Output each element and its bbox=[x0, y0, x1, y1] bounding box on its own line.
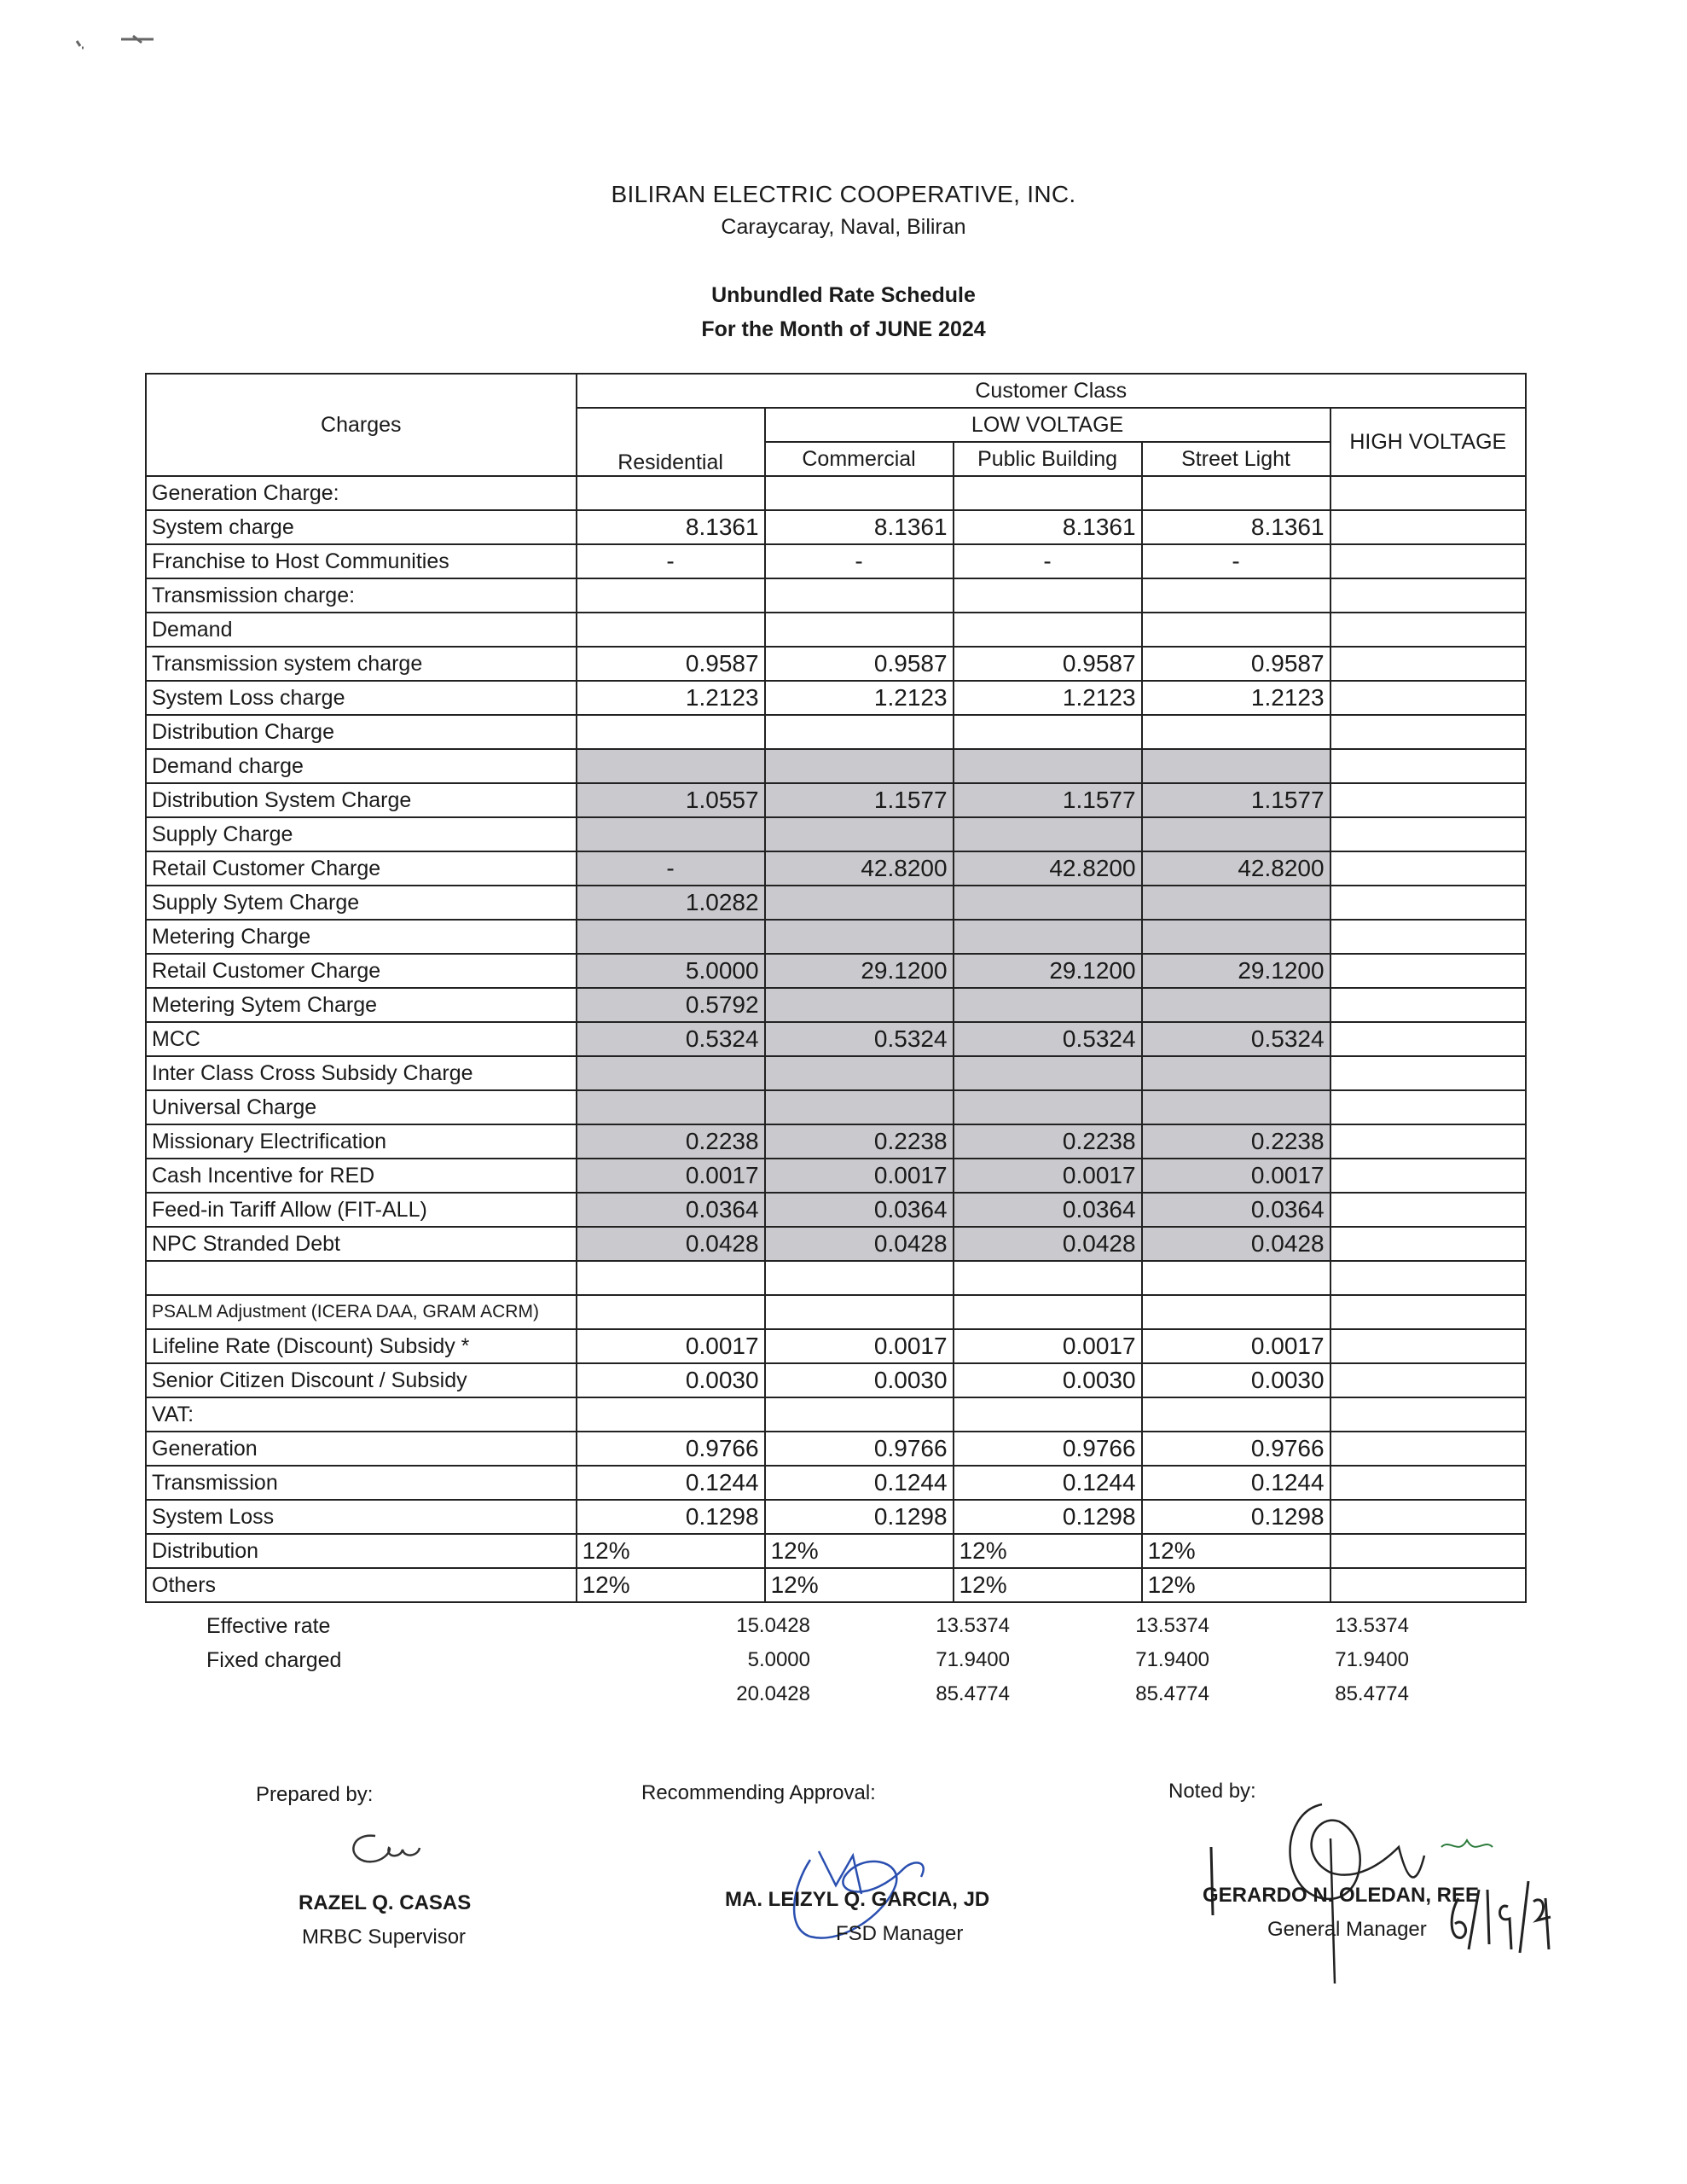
rate-cell bbox=[954, 988, 1142, 1022]
rate-cell: 0.0017 bbox=[577, 1329, 765, 1363]
row-label: Metering Sytem Charge bbox=[146, 988, 577, 1022]
high-voltage-cell bbox=[1330, 749, 1526, 783]
high-voltage-cell bbox=[1330, 1363, 1526, 1397]
rate-cell: 0.0428 bbox=[765, 1227, 954, 1261]
rate-cell: 0.9766 bbox=[577, 1432, 765, 1466]
rate-cell: 0.5324 bbox=[765, 1022, 954, 1056]
rate-cell bbox=[577, 715, 765, 749]
rate-cell: 0.0428 bbox=[1142, 1227, 1330, 1261]
rate-cell: 5.0000 bbox=[577, 954, 765, 988]
high-voltage-cell bbox=[1330, 988, 1526, 1022]
totals-value: 13.5374 bbox=[936, 1614, 1010, 1637]
table-row bbox=[146, 681, 1526, 715]
rate-cell bbox=[1142, 1056, 1330, 1090]
table-row bbox=[146, 578, 1526, 613]
row-label: Missionary Electrification bbox=[146, 1124, 577, 1159]
rate-cell: 29.1200 bbox=[1142, 954, 1330, 988]
table-row bbox=[146, 1227, 1526, 1261]
high-voltage-cell bbox=[1330, 1432, 1526, 1466]
rate-cell: 12% bbox=[577, 1568, 765, 1602]
totals-label: Effective rate bbox=[206, 1613, 331, 1638]
rate-cell: 0.9766 bbox=[765, 1432, 954, 1466]
rate-cell: 0.1244 bbox=[577, 1466, 765, 1500]
row-label: Lifeline Rate (Discount) Subsidy * bbox=[146, 1329, 577, 1363]
rate-cell: 0.0030 bbox=[577, 1363, 765, 1397]
rate-cell: 42.8200 bbox=[1142, 851, 1330, 886]
row-label: Metering Charge bbox=[146, 920, 577, 954]
rate-cell: 12% bbox=[954, 1568, 1142, 1602]
totals-row bbox=[145, 1643, 1423, 1677]
rate-cell: 1.1577 bbox=[765, 783, 954, 817]
high-voltage-cell bbox=[1330, 1227, 1526, 1261]
table-row bbox=[146, 1397, 1526, 1432]
table-row bbox=[146, 886, 1526, 920]
rate-cell bbox=[765, 988, 954, 1022]
prepared-by-name: RAZEL Q. CASAS bbox=[299, 1891, 472, 1914]
rate-cell: 12% bbox=[765, 1568, 954, 1602]
totals-row bbox=[145, 1677, 1423, 1711]
table-row bbox=[146, 1568, 1526, 1602]
row-label bbox=[146, 1261, 577, 1295]
rate-cell: 0.0017 bbox=[954, 1329, 1142, 1363]
row-label: Retail Customer Charge bbox=[146, 851, 577, 886]
rate-cell bbox=[1142, 886, 1330, 920]
high-voltage-cell bbox=[1330, 476, 1526, 510]
totals-value: 13.5374 bbox=[1135, 1614, 1209, 1637]
rate-cell bbox=[1142, 988, 1330, 1022]
table-row bbox=[146, 476, 1526, 510]
totals-value: 20.0428 bbox=[736, 1682, 810, 1705]
rate-cell: 1.0282 bbox=[577, 886, 765, 920]
rate-cell bbox=[765, 920, 954, 954]
row-label: Supply Charge bbox=[146, 817, 577, 851]
totals-value: 15.0428 bbox=[736, 1614, 810, 1637]
high-voltage-cell bbox=[1330, 681, 1526, 715]
rate-cell: 8.1361 bbox=[577, 510, 765, 544]
rate-cell: 1.1577 bbox=[1142, 783, 1330, 817]
row-label: Feed-in Tariff Allow (FIT-ALL) bbox=[146, 1193, 577, 1227]
high-voltage-cell bbox=[1330, 1397, 1526, 1432]
high-voltage-cell bbox=[1330, 920, 1526, 954]
column-header-residential: Residential bbox=[577, 408, 765, 476]
totals-value: 71.9400 bbox=[1135, 1648, 1209, 1671]
rate-cell bbox=[1142, 715, 1330, 749]
rate-cell: 0.0017 bbox=[1142, 1159, 1330, 1193]
table-row bbox=[146, 1022, 1526, 1056]
rate-cell: 0.9766 bbox=[1142, 1432, 1330, 1466]
totals-value: 71.9400 bbox=[1335, 1648, 1409, 1671]
rate-cell bbox=[577, 613, 765, 647]
document-month: For the Month of JUNE 2024 bbox=[701, 317, 986, 341]
noted-by-title: General Manager bbox=[1267, 1918, 1427, 1941]
row-label: PSALM Adjustment (ICERA DAA, GRAM ACRM) bbox=[146, 1295, 577, 1329]
rate-cell bbox=[765, 749, 954, 783]
high-voltage-cell bbox=[1330, 1090, 1526, 1124]
table-row bbox=[146, 544, 1526, 578]
column-header-commercial: Commercial bbox=[765, 442, 954, 476]
row-label: System Loss charge bbox=[146, 681, 577, 715]
row-label: Transmission system charge bbox=[146, 647, 577, 681]
rate-cell: 0.0017 bbox=[765, 1329, 954, 1363]
high-voltage-cell bbox=[1330, 544, 1526, 578]
charges-header: Charges bbox=[146, 374, 577, 476]
totals-table bbox=[145, 1609, 1423, 1711]
table-row bbox=[146, 851, 1526, 886]
rate-cell: 0.9587 bbox=[765, 647, 954, 681]
high-voltage-cell bbox=[1330, 1261, 1526, 1295]
rate-cell: 0.0030 bbox=[1142, 1363, 1330, 1397]
rate-cell: 42.8200 bbox=[954, 851, 1142, 886]
rate-cell bbox=[1142, 613, 1330, 647]
rate-cell: 1.0557 bbox=[577, 783, 765, 817]
rate-cell bbox=[954, 715, 1142, 749]
row-label: Franchise to Host Communities bbox=[146, 544, 577, 578]
totals-label bbox=[145, 1677, 624, 1711]
high-voltage-cell bbox=[1330, 613, 1526, 647]
rate-cell bbox=[954, 1261, 1142, 1295]
row-label: NPC Stranded Debt bbox=[146, 1227, 577, 1261]
rate-cell: 0.9587 bbox=[577, 647, 765, 681]
row-label: System charge bbox=[146, 510, 577, 544]
rate-cell: 0.0364 bbox=[765, 1193, 954, 1227]
row-label: MCC bbox=[146, 1022, 577, 1056]
rate-cell bbox=[1142, 817, 1330, 851]
table-row bbox=[146, 1363, 1526, 1397]
column-header-public-building: Public Building bbox=[954, 442, 1142, 476]
rate-cell: 0.0017 bbox=[765, 1159, 954, 1193]
high-voltage-cell bbox=[1330, 1022, 1526, 1056]
recommending-approval-label: Recommending Approval: bbox=[641, 1781, 876, 1804]
rate-cell bbox=[765, 1056, 954, 1090]
table-row bbox=[146, 613, 1526, 647]
high-voltage-cell bbox=[1330, 715, 1526, 749]
rate-cell: 42.8200 bbox=[765, 851, 954, 886]
row-label: Senior Citizen Discount / Subsidy bbox=[146, 1363, 577, 1397]
rate-cell: - bbox=[577, 851, 765, 886]
rate-cell bbox=[765, 817, 954, 851]
table-row bbox=[146, 1193, 1526, 1227]
rate-cell: - bbox=[765, 544, 954, 578]
rate-cell bbox=[954, 1056, 1142, 1090]
high-voltage-header: HIGH VOLTAGE bbox=[1330, 408, 1526, 476]
scan-artifact-icon bbox=[60, 34, 171, 51]
row-label: Universal Charge bbox=[146, 1090, 577, 1124]
rate-cell: 0.0017 bbox=[577, 1159, 765, 1193]
recommending-approval-name: MA. LEIZYL Q. GARCIA, JD bbox=[725, 1888, 990, 1911]
prepared-by-title: MRBC Supervisor bbox=[302, 1926, 467, 1949]
rate-cell: 0.0364 bbox=[577, 1193, 765, 1227]
totals-value: 85.4774 bbox=[1335, 1682, 1409, 1705]
rate-cell: 8.1361 bbox=[954, 510, 1142, 544]
rate-cell bbox=[765, 613, 954, 647]
high-voltage-cell bbox=[1330, 1500, 1526, 1534]
rate-cell bbox=[577, 817, 765, 851]
table-row bbox=[146, 1090, 1526, 1124]
rate-cell: 0.9766 bbox=[954, 1432, 1142, 1466]
totals-value: 71.9400 bbox=[936, 1648, 1010, 1671]
rate-cell bbox=[954, 1397, 1142, 1432]
rate-cell bbox=[577, 476, 765, 510]
rate-cell: 0.1298 bbox=[765, 1500, 954, 1534]
rate-cell: 0.0030 bbox=[954, 1363, 1142, 1397]
rate-cell: 0.9587 bbox=[954, 647, 1142, 681]
rate-cell: 0.0017 bbox=[1142, 1329, 1330, 1363]
rate-cell: 0.5324 bbox=[1142, 1022, 1330, 1056]
rate-cell: - bbox=[954, 544, 1142, 578]
rate-cell: 12% bbox=[577, 1534, 765, 1568]
rate-cell: 1.1577 bbox=[954, 783, 1142, 817]
signature-casas-icon bbox=[341, 1824, 435, 1875]
recommending-approval-title: FSD Manager bbox=[836, 1922, 964, 1945]
rate-cell: 0.9587 bbox=[1142, 647, 1330, 681]
table-row bbox=[146, 817, 1526, 851]
rate-cell: 0.2238 bbox=[765, 1124, 954, 1159]
rate-cell bbox=[954, 613, 1142, 647]
table-row bbox=[146, 1466, 1526, 1500]
organization-address: Caraycaray, Naval, Biliran bbox=[721, 215, 966, 239]
rate-cell bbox=[765, 1397, 954, 1432]
row-label: Supply Sytem Charge bbox=[146, 886, 577, 920]
table-row bbox=[146, 1056, 1526, 1090]
rate-cell: 0.1298 bbox=[577, 1500, 765, 1534]
rate-cell: 0.0428 bbox=[954, 1227, 1142, 1261]
high-voltage-cell bbox=[1330, 1124, 1526, 1159]
rate-cell bbox=[1142, 1090, 1330, 1124]
table-row bbox=[146, 510, 1526, 544]
rate-cell: 1.2123 bbox=[954, 681, 1142, 715]
table-row bbox=[146, 1295, 1526, 1329]
rate-cell: 12% bbox=[1142, 1534, 1330, 1568]
table-row bbox=[146, 1159, 1526, 1193]
organization-name: BILIRAN ELECTRIC COOPERATIVE, INC. bbox=[611, 181, 1076, 207]
rate-cell: 0.0030 bbox=[765, 1363, 954, 1397]
rate-cell bbox=[1142, 578, 1330, 613]
totals-value: 85.4774 bbox=[1135, 1682, 1209, 1705]
table-row bbox=[146, 1329, 1526, 1363]
row-label: Distribution System Charge bbox=[146, 783, 577, 817]
rate-cell: 0.0364 bbox=[954, 1193, 1142, 1227]
column-header-street-light: Street Light bbox=[1142, 442, 1330, 476]
row-label: Generation bbox=[146, 1432, 577, 1466]
rate-cell: 0.5324 bbox=[954, 1022, 1142, 1056]
rate-cell bbox=[765, 476, 954, 510]
table-row bbox=[146, 647, 1526, 681]
rate-cell: 0.1244 bbox=[1142, 1466, 1330, 1500]
rate-cell bbox=[1142, 749, 1330, 783]
rate-cell bbox=[577, 1090, 765, 1124]
rate-cell bbox=[1142, 476, 1330, 510]
handwritten-date-icon bbox=[1441, 1864, 1561, 1958]
row-label: Cash Incentive for RED bbox=[146, 1159, 577, 1193]
totals-value: 13.5374 bbox=[1335, 1614, 1409, 1637]
rate-cell: 1.2123 bbox=[765, 681, 954, 715]
table-row bbox=[146, 783, 1526, 817]
rate-cell bbox=[577, 1261, 765, 1295]
high-voltage-cell bbox=[1330, 1295, 1526, 1329]
totals-label: Fixed charged bbox=[206, 1647, 342, 1672]
row-label: Retail Customer Charge bbox=[146, 954, 577, 988]
rate-cell: 29.1200 bbox=[765, 954, 954, 988]
rate-cell: 8.1361 bbox=[765, 510, 954, 544]
noted-by-label: Noted by: bbox=[1168, 1780, 1256, 1803]
rate-cell bbox=[954, 1090, 1142, 1124]
rate-table-body bbox=[146, 476, 1526, 1602]
high-voltage-cell bbox=[1330, 851, 1526, 886]
rate-cell: - bbox=[577, 544, 765, 578]
rate-cell bbox=[765, 578, 954, 613]
row-label: Distribution Charge bbox=[146, 715, 577, 749]
high-voltage-cell bbox=[1330, 886, 1526, 920]
totals-value: 85.4774 bbox=[936, 1682, 1010, 1705]
high-voltage-cell bbox=[1330, 817, 1526, 851]
high-voltage-cell bbox=[1330, 1056, 1526, 1090]
table-row bbox=[146, 920, 1526, 954]
rate-cell: 0.2238 bbox=[577, 1124, 765, 1159]
totals-value: 5.0000 bbox=[747, 1648, 810, 1671]
rate-schedule-table bbox=[145, 373, 1527, 1603]
low-voltage-header: LOW VOLTAGE bbox=[765, 408, 1330, 442]
row-label: VAT: bbox=[146, 1397, 577, 1432]
rate-cell: 0.5324 bbox=[577, 1022, 765, 1056]
rate-cell bbox=[954, 817, 1142, 851]
rate-cell bbox=[577, 1056, 765, 1090]
row-label: Distribution bbox=[146, 1534, 577, 1568]
rate-cell bbox=[765, 1090, 954, 1124]
rate-cell bbox=[577, 578, 765, 613]
prepared-by-label: Prepared by: bbox=[256, 1783, 374, 1806]
rate-cell bbox=[1142, 1397, 1330, 1432]
rate-cell bbox=[577, 920, 765, 954]
high-voltage-cell bbox=[1330, 1193, 1526, 1227]
rate-cell bbox=[765, 886, 954, 920]
high-voltage-cell bbox=[1330, 510, 1526, 544]
table-row bbox=[146, 954, 1526, 988]
totals-row bbox=[145, 1609, 1423, 1643]
table-row bbox=[146, 749, 1526, 783]
high-voltage-cell bbox=[1330, 1568, 1526, 1602]
row-label: Transmission charge: bbox=[146, 578, 577, 613]
rate-cell: 0.1298 bbox=[1142, 1500, 1330, 1534]
high-voltage-cell bbox=[1330, 783, 1526, 817]
high-voltage-cell bbox=[1330, 1159, 1526, 1193]
rate-cell: 0.0364 bbox=[1142, 1193, 1330, 1227]
high-voltage-cell bbox=[1330, 1466, 1526, 1500]
rate-cell bbox=[765, 1295, 954, 1329]
rate-cell: 0.0017 bbox=[954, 1159, 1142, 1193]
high-voltage-cell bbox=[1330, 647, 1526, 681]
rate-cell: 1.2123 bbox=[1142, 681, 1330, 715]
rate-cell bbox=[577, 1295, 765, 1329]
document-title: Unbundled Rate Schedule bbox=[711, 283, 976, 307]
rate-cell bbox=[1142, 1295, 1330, 1329]
rate-cell: 0.5792 bbox=[577, 988, 765, 1022]
rate-cell bbox=[577, 749, 765, 783]
totals-body bbox=[145, 1609, 1423, 1711]
rate-cell: 12% bbox=[954, 1534, 1142, 1568]
rate-cell bbox=[954, 578, 1142, 613]
rate-cell bbox=[954, 476, 1142, 510]
rate-cell bbox=[765, 715, 954, 749]
rate-cell: 12% bbox=[765, 1534, 954, 1568]
row-label: Demand bbox=[146, 613, 577, 647]
noted-by-name: GERARDO N. OLEDAN, REE bbox=[1203, 1884, 1480, 1907]
table-row bbox=[146, 988, 1526, 1022]
rate-cell bbox=[1142, 1261, 1330, 1295]
rate-cell bbox=[954, 749, 1142, 783]
row-label: System Loss bbox=[146, 1500, 577, 1534]
rate-cell bbox=[954, 920, 1142, 954]
table-row bbox=[146, 715, 1526, 749]
row-label: Generation Charge: bbox=[146, 476, 577, 510]
rate-cell: - bbox=[1142, 544, 1330, 578]
table-row bbox=[146, 1124, 1526, 1159]
customer-class-header: Customer Class bbox=[577, 374, 1526, 408]
row-label: Inter Class Cross Subsidy Charge bbox=[146, 1056, 577, 1090]
rate-cell bbox=[954, 1295, 1142, 1329]
high-voltage-cell bbox=[1330, 1329, 1526, 1363]
rate-cell: 0.2238 bbox=[954, 1124, 1142, 1159]
table-row bbox=[146, 1261, 1526, 1295]
rate-cell: 12% bbox=[1142, 1568, 1330, 1602]
rate-cell: 0.1244 bbox=[765, 1466, 954, 1500]
table-row bbox=[146, 1432, 1526, 1466]
row-label: Transmission bbox=[146, 1466, 577, 1500]
rate-cell: 8.1361 bbox=[1142, 510, 1330, 544]
high-voltage-cell bbox=[1330, 954, 1526, 988]
rate-cell bbox=[765, 1261, 954, 1295]
high-voltage-cell bbox=[1330, 578, 1526, 613]
rate-cell: 0.2238 bbox=[1142, 1124, 1330, 1159]
rate-cell: 0.0428 bbox=[577, 1227, 765, 1261]
rate-cell bbox=[1142, 920, 1330, 954]
rate-cell: 0.1298 bbox=[954, 1500, 1142, 1534]
rate-cell bbox=[954, 886, 1142, 920]
rate-cell: 0.1244 bbox=[954, 1466, 1142, 1500]
table-row bbox=[146, 1500, 1526, 1534]
high-voltage-cell bbox=[1330, 1534, 1526, 1568]
rate-cell: 1.2123 bbox=[577, 681, 765, 715]
rate-cell: 29.1200 bbox=[954, 954, 1142, 988]
rate-cell bbox=[577, 1397, 765, 1432]
row-label: Demand charge bbox=[146, 749, 577, 783]
table-row bbox=[146, 1534, 1526, 1568]
row-label: Others bbox=[146, 1568, 577, 1602]
